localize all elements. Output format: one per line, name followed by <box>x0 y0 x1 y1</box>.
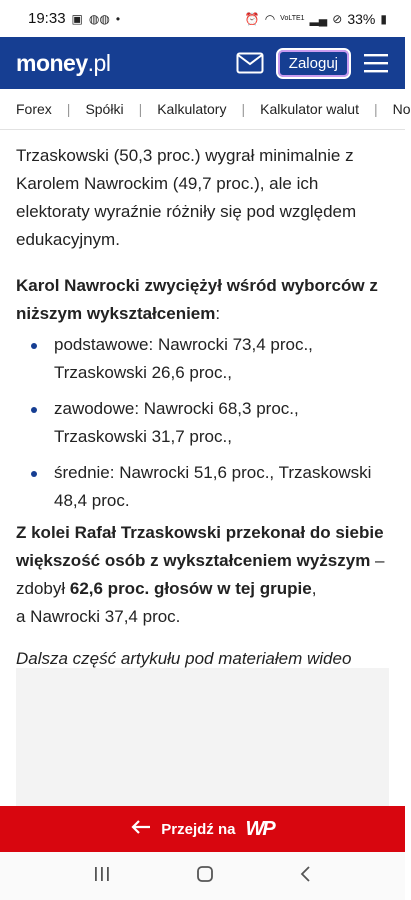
alarm-icon: ⏰ <box>244 11 260 26</box>
dnd-icon: ⊘ <box>332 11 343 26</box>
clock: 19:33 <box>28 10 66 27</box>
wifi-icon: ◠ <box>264 11 276 26</box>
arrow-left-icon <box>131 819 151 839</box>
nav-separator: | <box>241 101 246 117</box>
money-pl-logo[interactable] <box>16 50 110 77</box>
paragraph-result: Trzaskowski (50,3 proc.) wygrał minimalnie z Karolem Nawrockim (49,7 proc.), ale ich elektoraty wyraźnie różniły się pod względem edukacyjnym. <box>16 146 357 249</box>
comma: , <box>311 579 317 598</box>
app-notification-icon: ◍◍ <box>88 11 110 26</box>
list-item: zawodowe: Nawrocki 68,3 proc., Trzaskowski 31,7 proc., <box>16 395 391 451</box>
video-placeholder[interactable] <box>16 668 389 808</box>
zdobyl-text: zdobył <box>16 579 70 598</box>
nawrocki-colon: : <box>215 304 221 323</box>
nav-item-spolki[interactable]: Spółki <box>85 101 124 117</box>
cut-off-line <box>16 130 391 138</box>
go-to-label: Przejdź na <box>161 820 236 838</box>
video-note: Dalsza część artykułu pod materiałem wideo <box>16 649 352 668</box>
nav-separator: | <box>373 101 378 117</box>
battery-percent: 33% <box>347 10 376 27</box>
list-item: średnie: Nawrocki 51,6 proc., Trzaskowski 48,4 proc. <box>16 459 391 515</box>
android-nav-bar <box>0 852 405 900</box>
more-dot-icon: • <box>115 11 121 26</box>
wp-logo: WP <box>245 817 274 840</box>
nav-separator: | <box>66 101 71 117</box>
nawrocki-share: a Nawrocki 37,4 proc. <box>16 607 181 626</box>
site-header <box>0 37 405 89</box>
menu-icon[interactable] <box>363 52 389 74</box>
logo-main: money <box>16 49 88 76</box>
logo-suffix: .pl <box>87 49 111 76</box>
trzaskowski-bold: Z kolei Rafał Trzaskowski przekonał do siebie większość osób z wykształceniem wyższym <box>16 523 384 570</box>
paragraph-nawrocki <box>16 272 391 328</box>
list-item: podstawowe: Nawrocki 73,4 proc., Trzaskowski 26,6 proc., <box>16 331 391 387</box>
share-bold: 62,6 proc. głosów w tej grupie <box>69 579 312 598</box>
gallery-icon: ▣ <box>71 11 83 26</box>
category-nav <box>0 89 411 130</box>
education-list <box>16 331 391 515</box>
article-body <box>16 130 391 673</box>
login-button[interactable]: Zaloguj <box>276 48 351 79</box>
status-bar <box>0 0 405 37</box>
go-to-wp-bar[interactable] <box>0 806 405 852</box>
nav-item-kalkulator-walut[interactable]: Kalkulator walut <box>260 101 359 117</box>
recent-apps-icon[interactable] <box>93 866 111 887</box>
mail-icon[interactable] <box>236 52 264 74</box>
paragraph-trzaskowski <box>16 519 391 631</box>
home-icon[interactable] <box>196 865 214 888</box>
nawrocki-bold: Karol Nawrocki zwyciężył wśród wyborców z niższym wykształceniem <box>16 276 378 323</box>
signal-icon: ▂▄ <box>309 11 328 26</box>
dash: – <box>370 551 385 570</box>
nav-item-kalkulatory[interactable]: Kalkulatory <box>157 101 227 117</box>
nav-separator: | <box>138 101 143 117</box>
back-icon[interactable] <box>299 865 313 888</box>
nav-item-forex[interactable]: Forex <box>16 101 52 117</box>
nav-item-partial[interactable]: No <box>392 101 411 117</box>
network-label: VoLTE1 <box>280 15 305 22</box>
battery-icon: ▮ <box>380 11 387 26</box>
